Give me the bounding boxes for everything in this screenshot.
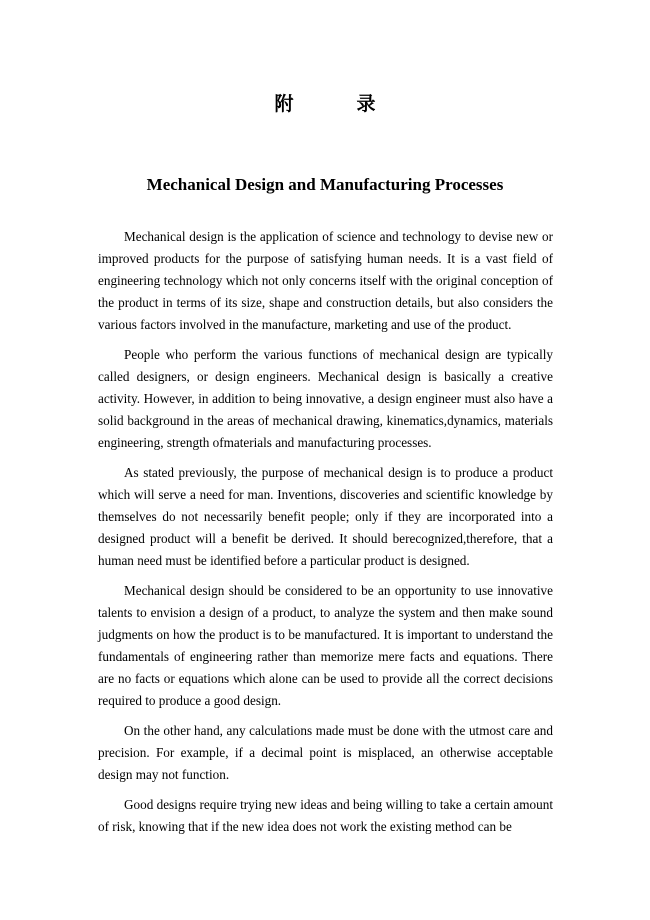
paragraph-2: People who perform the various functions of mechanical design are typically called designers, or design engineers. Mechanical design is basically a creative activity. However, in addition to being innovative, a design engineer must also have a solid background in the areas of mechanical drawing, kinematics,dynamics, materials engineering, strength ofmaterials and manufacturing processes. — [98, 347, 553, 450]
paragraph-1: Mechanical design is the application of science and technology to devise new or improved products for the purpose of satisfying human needs. It is a vast field of engineering technology which not only concerns itself with the original conception of the product in terms of its size, shape and construction details, but also considers the various factors involved in the manufacture, marketing and use of the product. — [98, 229, 553, 332]
paragraph-5: On the other hand, any calculations made must be done with the utmost care and precision. For example, if a decimal point is misplaced, an otherwise acceptable design may not function. — [98, 723, 553, 782]
paragraph-4: Mechanical design should be considered to be an opportunity to use innovative talents to envision a design of a product, to analyze the system and then make sound judgments on how the product is to be manufactured. It is important to understand the fundamentals of engineering rather than memorize mere facts and equations. There are no facts or equations which alone can be used to provide all the correct decisions required to produce a good design. — [98, 583, 553, 708]
paragraph-3: As stated previously, the purpose of mechanical design is to produce a product which will serve a need for man. Inventions, discoveries and scientific knowledge by themselves do not necessarily benefit people; only if they are incorporated into a designed product will a benefit be derived. It should berecognized,therefore, that a human need must be identified before a particular product is designed. — [98, 465, 553, 568]
document-title: Mechanical Design and Manufacturing Processes — [146, 175, 504, 194]
appendix-heading: 附 录 — [274, 93, 398, 115]
paragraph-6: Good designs require trying new ideas and being willing to take a certain amount of risk, knowing that if the new idea does not work the existing method can be — [98, 797, 553, 834]
body-text — [98, 226, 553, 846]
